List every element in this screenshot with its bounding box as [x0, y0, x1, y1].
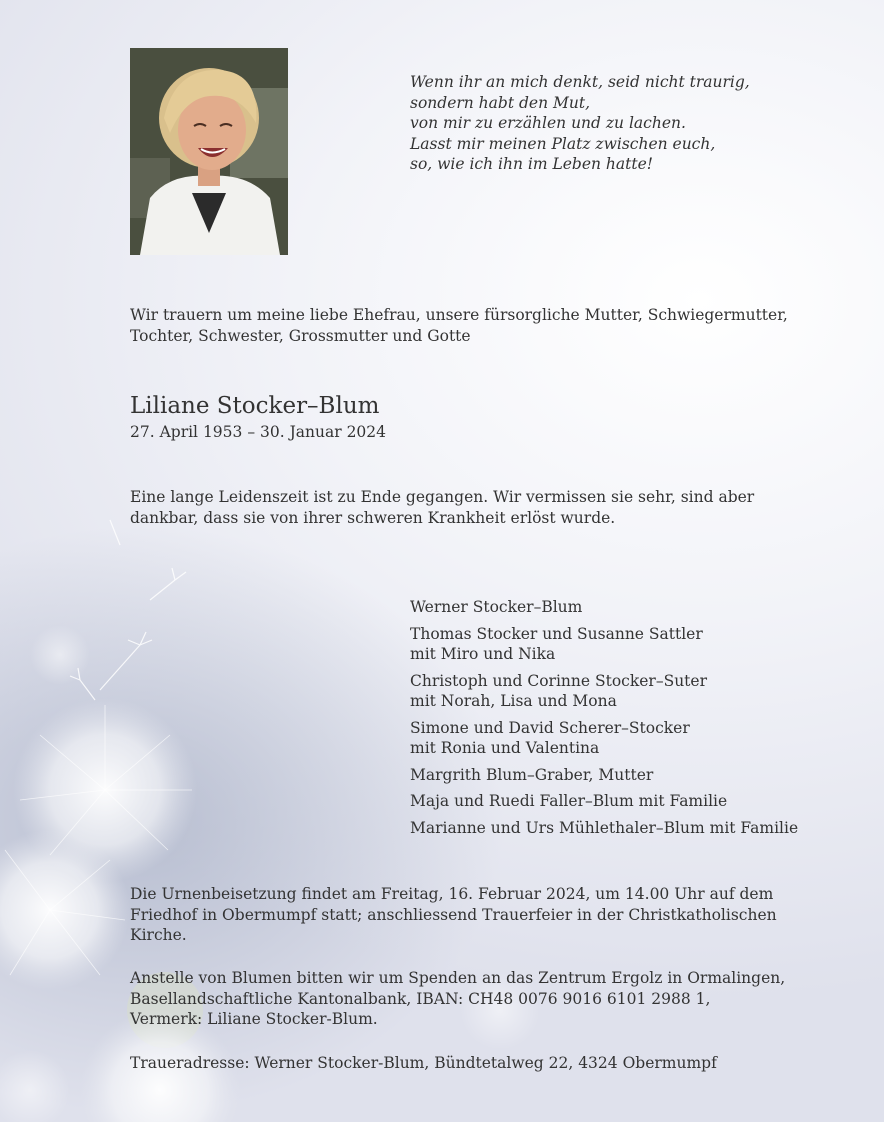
mourner-line: mit Ronia und Valentina: [410, 739, 600, 757]
mourner-line: mit Norah, Lisa und Mona: [410, 692, 617, 710]
donation-info: [130, 968, 850, 1030]
mourner-entry: [410, 765, 798, 786]
portrait-photo: [130, 48, 288, 255]
mourners-list: [410, 597, 798, 844]
mourner-line: Thomas Stocker und Susanne Sattler: [410, 624, 703, 643]
donation-line: Anstelle von Blumen bitten wir um Spenden an das Zentrum Ergolz in Ormalingen,: [130, 969, 786, 987]
mourner-entry: [410, 624, 798, 665]
mourner-entry: [410, 671, 798, 712]
farewell-message: Eine lange Leidenszeit ist zu Ende gegangen. Wir vermissen sie sehr, sind aber dankbar, dass sie von ihrer schweren Krankheit erlöst wurde.: [130, 488, 755, 527]
donation-line: Vermerk: Liliane Stocker-Blum.: [130, 1010, 378, 1028]
mourner-entry: [410, 718, 798, 759]
mourner-entry: [410, 791, 798, 812]
mourner-line: mit Miro und Nika: [410, 645, 556, 663]
deceased-dates: 27. April 1953 – 30. Januar 2024: [130, 423, 387, 441]
intro-text: Wir trauern um meine liebe Ehefrau, unsere fürsorgliche Mutter, Schwiegermutter, Tochter, Schwester, Grossmutter und Gotte: [130, 306, 788, 345]
funeral-info: Die Urnenbeisetzung findet am Freitag, 16. Februar 2024, um 14.00 Uhr auf dem Friedhof in Obermumpf statt; anschliessend Trauerfeier in der Christkatholischen Kirche.: [130, 885, 777, 944]
mourner-line: Simone und David Scherer–Stocker: [410, 718, 690, 737]
donation-line: Basellandschaftliche Kantonalbank, IBAN: CH48 0076 9016 6101 2988 1,: [130, 989, 711, 1008]
mourner-line: Marianne und Urs Mühlethaler–Blum mit Familie: [410, 818, 799, 837]
poem-line: so, wie ich ihn im Leben hatte!: [410, 155, 653, 173]
mourning-address: Traueradresse: Werner Stocker-Blum, Bündtetalweg 22, 4324 Obermumpf: [130, 1054, 717, 1072]
mourner-line: Maja und Ruedi Faller–Blum mit Familie: [410, 792, 728, 810]
mourner-line: Werner Stocker–Blum: [410, 598, 583, 616]
mourner-entry: [410, 597, 798, 618]
poem-line: Wenn ihr an mich denkt, seid nicht traurig,: [410, 73, 750, 91]
poem-line: sondern habt den Mut,: [410, 93, 590, 112]
poem-line: von mir zu erzählen und zu lachen.: [410, 114, 686, 132]
deceased-name: Liliane Stocker–Blum: [130, 393, 380, 419]
poem-line: Lasst mir meinen Platz zwischen euch,: [410, 134, 716, 153]
mourner-line: Margrith Blum–Graber, Mutter: [410, 765, 654, 784]
mourner-line: Christoph und Corinne Stocker–Suter: [410, 671, 707, 690]
memorial-poem: [410, 72, 750, 175]
mourner-entry: [410, 818, 798, 839]
